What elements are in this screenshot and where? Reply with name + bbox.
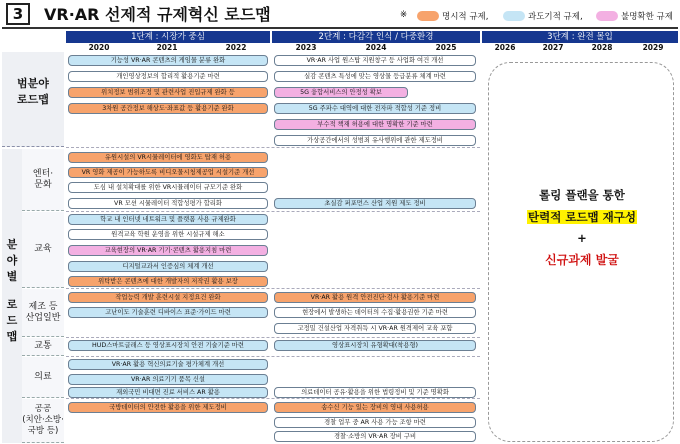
roadmap-task-bar: 재외국민 비대면 진료 서비스 AR 활용 (68, 387, 268, 398)
roadmap-task-bar: 부수적 책재 허용에 대한 명확한 기준 마련 (274, 119, 476, 130)
roadmap-task-bar: 도심 내 설치확대를 위한 VR시뮬레이터 규모기준 완화 (68, 182, 268, 193)
legend-mark: ※ (400, 10, 408, 20)
stage-3-header: 3단계 : 완전 몰입 (482, 31, 678, 43)
roadmap-task-bar: 교육현장의 VR·AR 기기·콘텐츠 활용지침 마련 (68, 245, 268, 256)
stage-1-header: 1단계 : 시장가 중심 (66, 31, 270, 43)
year-label: 2020 (88, 43, 110, 52)
year-label: 2024 (365, 43, 387, 52)
title-underline (2, 27, 678, 29)
legend-label-explicit: 명시적 규제, (442, 12, 489, 22)
sub-manufacturing: 제조 등 산업일반 (22, 289, 64, 337)
legend (400, 9, 680, 23)
section-divider (66, 398, 480, 399)
year-label: 2027 (542, 43, 564, 52)
section-divider (66, 147, 480, 148)
sub-transport: 교통 (22, 338, 64, 356)
roadmap-task-bar: 위탁받은 콘텐츠에 대한 개발자의 저작권 활용 보장 (68, 276, 268, 287)
roadmap-task-bar: 유원시설의 VR시뮬레이터에 영화도 탑재 허용 (68, 152, 268, 163)
rolling-plan-callout (488, 62, 674, 442)
section-divider (66, 288, 480, 289)
roadmap-task-bar: 송수신 기능 있는 장비의 영내 사용허용 (274, 402, 476, 413)
roadmap-task-bar: 영상표시장치 유형확대(착용형) (274, 340, 476, 351)
roadmap-task-bar: 국방데이터의 안전한 활용을 위한 제도정비 (68, 402, 268, 413)
callout-line-1: 롤링 플랜을 통한 (539, 188, 625, 202)
roadmap-task-bar: 개인영상정보의 합리적 활용기준 마련 (68, 71, 268, 82)
roadmap-task-bar: 3차원 공간정보 해상도·좌표값 등 활용기준 완화 (68, 103, 268, 114)
legend-label-transitional: 과도기적 규제, (528, 12, 583, 22)
year-label: 2022 (225, 43, 247, 52)
roadmap-task-bar: 원격교육 학원 운영을 위한 시설규제 해소 (68, 229, 268, 240)
section-divider (66, 337, 480, 338)
legend-swatch-unclear (596, 11, 618, 21)
roadmap-task-bar: 5G 주파수 대역에 대한 전자파 적합성 기준 정비 (274, 103, 476, 114)
roadmap-task-bar: 위치정보 범위조정 및 관련사업 진입규제 완화 등 (68, 87, 268, 98)
roadmap-task-bar: 의료데이터 공유·활용을 위한 법령정비 및 기준 명확화 (274, 387, 476, 398)
legend-swatch-transitional (503, 11, 525, 21)
sub-public: 공공 (치안·소방· 국방 등) (22, 399, 64, 443)
roadmap-task-bar: 학교 내 인터넷 네트워크 및 플랫폼 사용 규제완화 (68, 214, 268, 225)
roadmap-task-bar: 디지털교과서 인증심의 체계 개선 (68, 261, 268, 272)
roadmap-task-bar: 현장에서 발생하는 데이터의 수집·활용권한 기준 마련 (274, 307, 476, 318)
roadmap-task-bar: 고정밀 건설산업 자격취득 시 VR·AR 원격제어 교육 포함 (274, 323, 476, 334)
stage-2-header: 2단계 : 다감각 인식 / 다중환경 (272, 31, 480, 43)
roadmap-task-bar: 경찰·소방의 VR·AR 장비 구비 (274, 431, 476, 442)
roadmap-task-bar: 기능성 VR·AR 콘텐츠의 게임물 분류 완화 (68, 55, 268, 66)
section-divider (66, 356, 480, 357)
sub-medical: 의료 (22, 357, 64, 398)
domain-roadmap-char: 맵 (6, 330, 18, 343)
sub-entertainment: 엔터· 문화 (22, 149, 64, 211)
year-label: 2025 (435, 43, 457, 52)
roadmap-task-bar: VR·AR 사업 원스탑 지원창구 등 사업화 여건 개선 (274, 55, 476, 66)
roadmap-task-bar: VR 모션 시뮬레이터 적합성평가 합리화 (68, 198, 268, 209)
roadmap-task-bar: 작업능력 개발 훈련시설 지정요건 완화 (68, 292, 268, 303)
page-title: VR·AR 선제적 규제혁신 로드맵 (44, 5, 271, 24)
basic-roadmap-label: 범분야 로드맵 (17, 77, 49, 106)
year-label: 2026 (494, 43, 516, 52)
year-label: 2021 (156, 43, 178, 52)
legend-swatch-explicit (417, 11, 439, 21)
callout-line-3: 신규과제 발굴 (545, 253, 619, 267)
year-label: 2029 (642, 43, 664, 52)
domain-roadmap-char: 분 (6, 238, 18, 251)
roadmap-task-bar: VR 영화 제공이 가능하도록 비디오물시청제공업 시설기준 개선 (68, 167, 268, 178)
roadmap-task-bar: 초실감 퍼포먼스 산업 지원 제도 정비 (274, 198, 476, 209)
callout-line-2 (489, 209, 675, 225)
callout-highlight: 탄력적 로드맵 재구성 (528, 210, 636, 224)
roadmap-task-bar: 실감 콘텐츠 특성에 맞는 영상물 등급분류 체계 마련 (274, 71, 476, 82)
year-label: 2023 (295, 43, 317, 52)
callout-plus: + (577, 231, 587, 245)
roadmap-task-bar: 가상공간에서의 성범죄 유사행위에 관한 제도정비 (274, 135, 476, 146)
roadmap-task-bar: HUD스마트글래스 등 영상표시장치 안전 기술기준 마련 (68, 340, 268, 351)
roadmap-task-bar: 5G 융합서비스의 안정성 확보 (274, 87, 408, 98)
domain-roadmap-char: 야 (6, 254, 18, 267)
domain-roadmap-char: 별 (6, 270, 18, 283)
domain-roadmap-char: 로 (6, 298, 18, 311)
roadmap-task-bar: 경찰 업무 중 AR 사용 가능 조항 마련 (274, 417, 476, 428)
domain-roadmap-char: 드 (6, 314, 18, 327)
section-number: 3 (6, 3, 30, 25)
roadmap-task-bar: VR·AR 활용 원격 안전진단·검사 활용기준 마련 (274, 292, 476, 303)
sub-education: 교육 (22, 212, 64, 288)
legend-label-unclear: 불명확한 규제 (621, 12, 673, 22)
roadmap-task-bar: 고난이도 기술훈련 디바이스 표준·가이드 마련 (68, 307, 268, 318)
year-label: 2028 (591, 43, 613, 52)
section-divider (66, 211, 480, 212)
roadmap-task-bar: VR·AR 활용 혁신의료기술 평가체계 개선 (68, 359, 268, 370)
roadmap-task-bar: VR·AR 의료기기 품목 신설 (68, 374, 268, 385)
